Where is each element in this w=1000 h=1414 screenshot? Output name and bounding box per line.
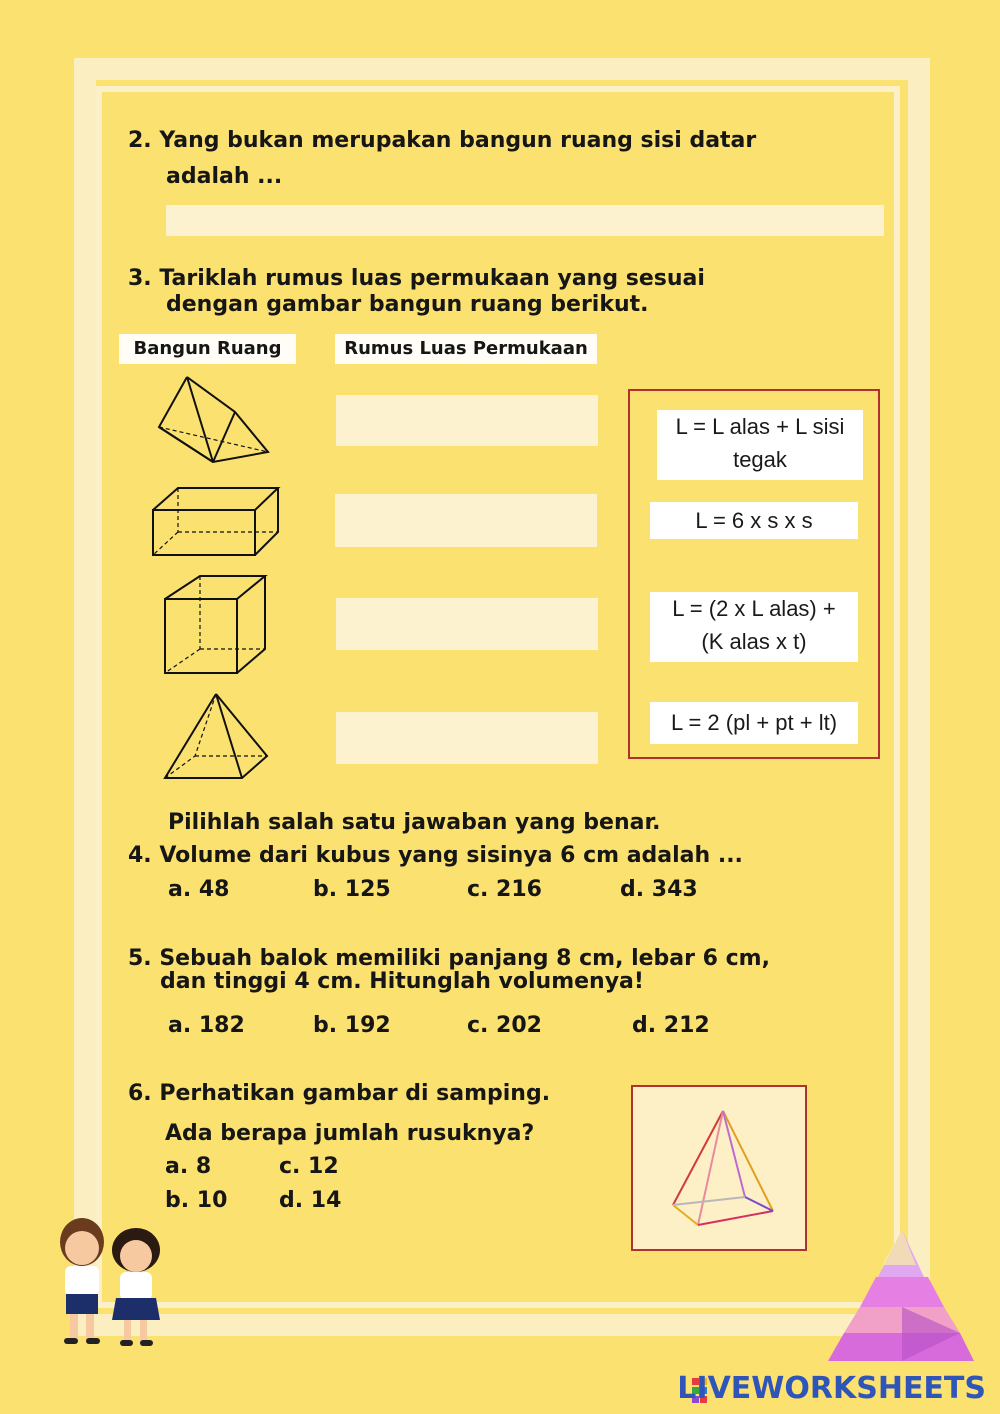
formula-drop-box-3[interactable] xyxy=(336,598,598,650)
q6-line1: 6. Perhatikan gambar di samping. xyxy=(128,1081,551,1106)
q2-line2: adalah ... xyxy=(166,164,283,189)
q6-option-a[interactable]: a. 8 xyxy=(165,1154,212,1179)
q4-option-d[interactable]: d. 343 xyxy=(620,877,698,902)
cube-icon xyxy=(160,572,270,678)
triangular-prism-icon xyxy=(150,372,280,470)
col-header-formula: Rumus Luas Permukaan xyxy=(335,334,597,364)
formula-option-4-line1: L = 2 (pl + pt + lt) xyxy=(670,710,838,735)
formula-option-2[interactable] xyxy=(650,502,858,539)
q5-option-c[interactable]: c. 202 xyxy=(467,1013,542,1038)
q6-option-d[interactable]: d. 14 xyxy=(279,1188,342,1213)
q6-option-c[interactable]: c. 12 xyxy=(279,1154,339,1179)
q2-answer-field[interactable] xyxy=(166,205,884,236)
formula-option-3-line1: L = (2 x L alas) + xyxy=(672,596,836,621)
q4-text: 4. Volume dari kubus yang sisinya 6 cm adalah ... xyxy=(128,843,743,868)
formula-option-3[interactable] xyxy=(650,592,858,662)
q4-option-a[interactable]: a. 48 xyxy=(168,877,230,902)
q6-option-b[interactable]: b. 10 xyxy=(165,1188,228,1213)
q5-option-a[interactable]: a. 182 xyxy=(168,1013,245,1038)
cuboid-icon xyxy=(148,484,284,560)
square-pyramid-icon xyxy=(160,690,272,784)
instruction-text: Pilihlah salah satu jawaban yang benar. xyxy=(168,810,661,835)
formula-option-1[interactable] xyxy=(657,410,863,480)
formula-drop-box-2[interactable] xyxy=(335,494,597,547)
formula-drop-box-1[interactable] xyxy=(336,395,598,446)
q4-option-c[interactable]: c. 216 xyxy=(467,877,542,902)
q5-line1: 5. Sebuah balok memiliki panjang 8 cm, lebar 6 cm, xyxy=(128,946,770,971)
q5-option-b[interactable]: b. 192 xyxy=(313,1013,391,1038)
pyramid-picture xyxy=(631,1085,807,1251)
col-header-shape: Bangun Ruang xyxy=(119,334,296,364)
q5-line2: dan tinggi 4 cm. Hitunglah volumenya! xyxy=(160,969,644,994)
q6-line2: Ada berapa jumlah rusuknya? xyxy=(165,1121,535,1146)
liveworksheets-brand[interactable]: LIVEWORKSHEETS xyxy=(677,1371,986,1406)
formula-option-1-line1: L = L alas + L sisi xyxy=(675,414,845,439)
formula-option-3-line2: (K alas x t) xyxy=(701,629,807,654)
formula-option-1-line2: tegak xyxy=(733,447,787,472)
formula-option-2-line1: L = 6 x s x s xyxy=(695,508,813,533)
children-illustration xyxy=(48,1210,172,1350)
formula-option-4[interactable] xyxy=(650,702,858,744)
q2-line1: 2. Yang bukan merupakan bangun ruang sisi datar xyxy=(128,128,757,153)
formula-drop-box-4[interactable] xyxy=(336,712,598,764)
q3-line2: dengan gambar bangun ruang berikut. xyxy=(166,292,649,317)
pyramid-wireframe-icon xyxy=(633,1087,805,1249)
q3-line1: 3. Tariklah rumus luas permukaan yang sesuai xyxy=(128,266,705,291)
pink-pyramid-decoration-icon xyxy=(820,1225,980,1370)
q4-option-b[interactable]: b. 125 xyxy=(313,877,391,902)
q5-option-d[interactable]: d. 212 xyxy=(632,1013,710,1038)
